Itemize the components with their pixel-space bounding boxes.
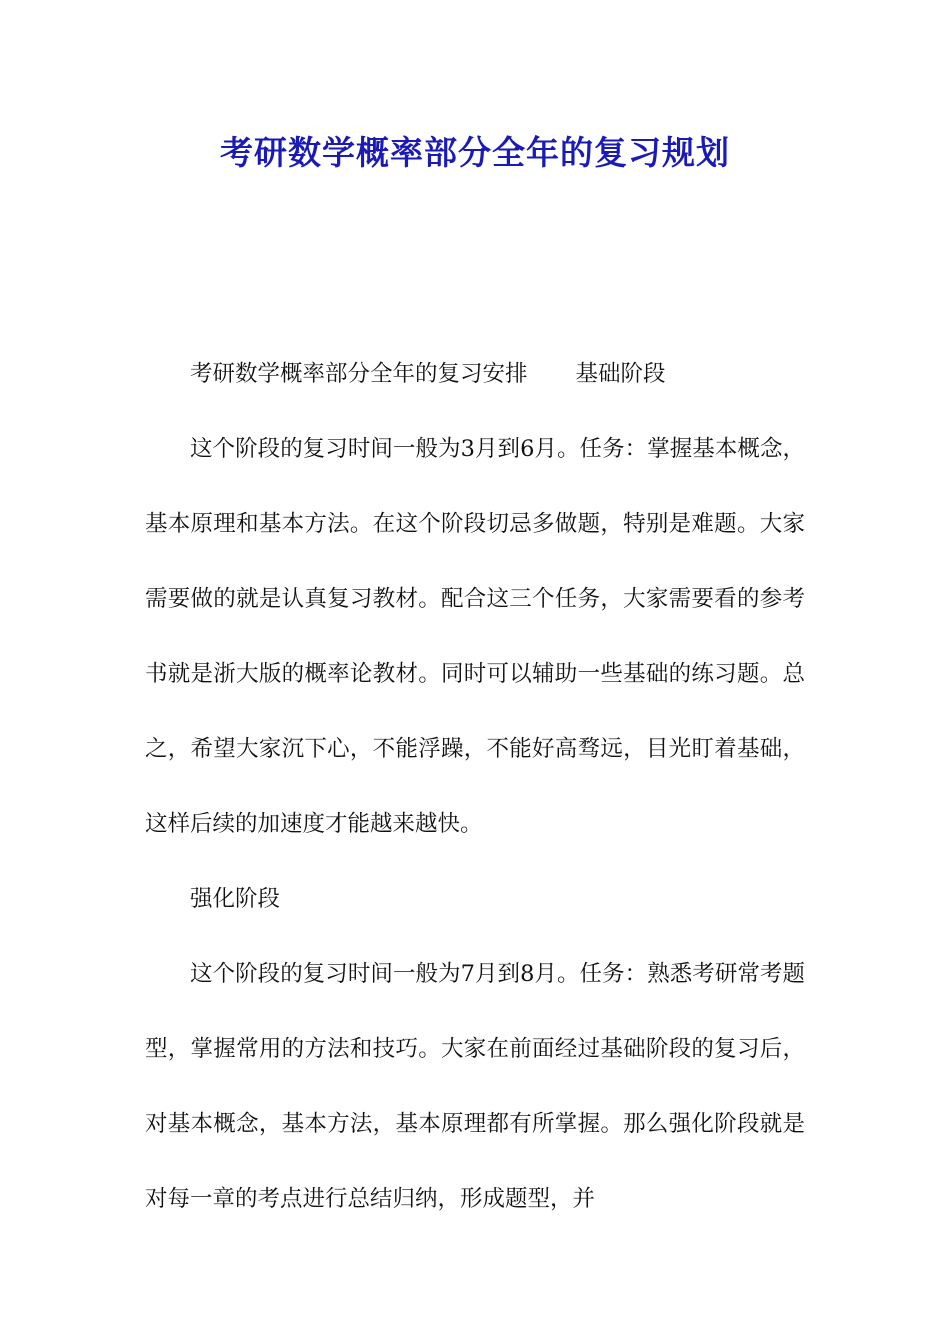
document-body: [145, 337, 805, 1237]
intro-paragraph: [145, 337, 805, 412]
stage1-paragraph: 这个阶段的复习时间一般为3月到6月。任务：掌握基本概念，基本原理和基本方法。在这个阶段切忌多做题，特别是难题。大家需要做的就是认真复习教材。配合这三个任务，大家需要看的参考书就是浙大版的概率论教材。同时可以辅助一些基础的练习题。总之，希望大家沉下心，不能浮躁，不能好高骛远，目光盯着基础，这样后续的加速度才能越来越快。: [145, 436, 805, 837]
intro-heading: 考研数学概率部分全年的复习安排: [190, 361, 528, 387]
document-title: 考研数学概率部分全年的复习规划: [220, 133, 730, 172]
stage2-paragraph: 这个阶段的复习时间一般为7月到8月。任务：熟悉考研常考题型，掌握常用的方法和技巧。大家在前面经过基础阶段的复习后，对基本概念，基本方法，基本原理都有所掌握。那么强化阶段就是对每一章的考点进行总结归纳，形成题型，并: [145, 961, 805, 1212]
stage1-heading: 基础阶段: [575, 361, 666, 387]
stage2-heading: 强化阶段: [190, 886, 281, 912]
